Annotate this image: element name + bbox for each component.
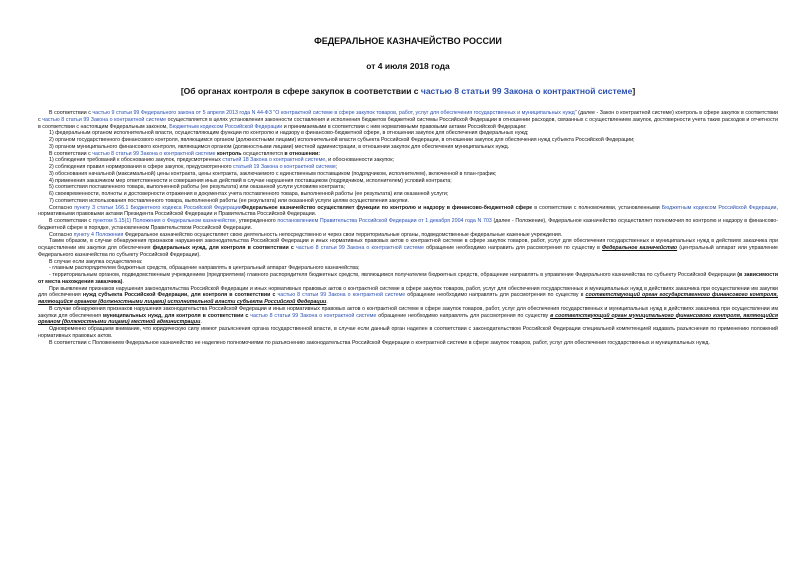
- list-item: 4) применения заказчиком мер ответственности и совершения иных действий в случае нарушения поставщиком (подрядчиком, исполнителем) условий контракта;: [49, 177, 452, 184]
- law-44fz-link[interactable]: частью 9 статьи 99 Федерального закона от 5 апреля 2013 года N 44-ФЗ "О контрактной системе в сфере закупок товаров, работ, услуг для обеспечения государственных и муниципальных нужд": [92, 110, 577, 116]
- paragraph-regional-needs: При выявлении признаков нарушения законодательства Российской Федерации и иных нормативных правовых актов о контрактной системе в сфере закупок товаров, работ, услуг для обеспечения государственных и муниципальных нужд в действиях заказчика при осуществлении им закупки для обеспечения нужд субъекта Российской Федерации, для контроля в соответствии с частью 8 статьи 99 Закона о контрактной системе обращение необходимо направлять для рассмотрения по существу в соответствующий орган государственного финансового контроля, являющийся органом (должностными лицами) исполнительной власти субъекта Российской Федерации.: [38, 285, 778, 305]
- list-item: 2) органом государственного финансового контроля, являющимся органом (должностными лицами) исполнительной власти субъекта Российской Федерации, в отношении закупок для обеспечения нужд субъекта Российской Федерации;: [49, 137, 635, 143]
- paragraph-no-authority: В соответствии с Положением Федеральное казначейство не наделено полномочиями по разъяснению законодательства Российской Федерации о контрактной системе в сфере закупок товаров, работ, услуг для обеспечения государственных и муниципальных нужд.: [49, 339, 710, 346]
- title-link[interactable]: частью 8 статьи 99 Закона о контрактной системе: [420, 86, 633, 96]
- paragraph-territorial: Согласно пункту 4 Положения Федеральное казначейство осуществляет свою деятельность непосредственно и через свои территориальные органы, подведомственные федеральные казенные учреждения.: [49, 231, 563, 238]
- government-decree-link[interactable]: постановлением Правительства Российской Федерации от 1 декабря 2004 года N 703: [277, 218, 492, 224]
- article-99-link[interactable]: частью 8 статьи 99 Закона о контрактной системе: [92, 150, 216, 157]
- list-item: 5) соответствия поставленного товара, выполненной работы (ее результата) или оказанной услуги условиям контракта;: [49, 184, 346, 191]
- article-99-link[interactable]: частью 8 статьи 99 Закона о контрактной системе: [250, 312, 377, 319]
- list-item: 2) соблюдения правил нормирования в сфере закупок, предусмотренного статьей 19 Закона о контрактной системе;: [49, 164, 338, 170]
- org-heading: ФЕДЕРАЛЬНОЕ КАЗНАЧЕЙСТВО РОССИИ: [314, 36, 502, 46]
- date-heading: от 4 июля 2018 года: [366, 61, 450, 71]
- budget-code-link[interactable]: Бюджетным кодексом Российской Федерации: [661, 204, 777, 211]
- paragraph-regulation: В соответствии с пунктом 5.15(1) Положения о Федеральном казначействе, утвержденного постановлением Правительства Российской Федерации от 1 декабря 2004 года N 703 (далее - Положение), Федеральное казначейство осуществляет полномочия по контролю и надзору в финансово-бюджетной сфере в порядке, установленном Правительством Российской Федерации.: [38, 218, 779, 231]
- article-99-link[interactable]: частью 8 статьи 99 Закона о контрактной системе: [42, 116, 167, 123]
- list-item: 1) соблюдения требований к обоснованию закупок, предусмотренных статьей 18 Закона о контрактной системе, и обоснованности закупок;: [49, 157, 395, 164]
- list-item: 7) соответствия использования поставленного товара, выполненной работы (ее результата) или оказанной услуги целям осуществления закупки.: [49, 197, 409, 204]
- document-title: [Об органах контроля в сфере закупок в соответствии с частью 8 статьи 99 Закона о контрактной системе]: [180, 86, 636, 96]
- article-18-link[interactable]: статьей 18 Закона о контрактной системе: [222, 157, 326, 164]
- article-99-link[interactable]: частью 8 статьи 99 Закона о контрактной системе: [277, 292, 406, 299]
- paragraph-legal-force: Одновременно обращаем внимание, что юридическую силу имеют разъяснения органа государственной власти, в случае если данный орган наделен в соответствии с законодательством Российской Федерации специальной компетенцией издавать разъяснения по применению положений нормативных правовых актов.: [38, 326, 778, 339]
- regulation-point-link[interactable]: пунктом 5.15(1) Положения о Федеральном казначействе: [92, 218, 236, 224]
- list-item: 1) федеральным органом исполнительной власти, осуществляющим функции по контролю и надзору в финансово-бюджетной сфере, в отношении закупок для обеспечения федеральных нужд;: [49, 130, 529, 137]
- budget-code-link[interactable]: Бюджетным кодексом Российской Федерации: [169, 123, 283, 130]
- article-166-link[interactable]: пункту 3 статьи 166.1 Бюджетного кодекса Российской Федерации: [74, 204, 242, 211]
- paragraph-federal-needs: Таким образом, в случае обнаружения признаков нарушения законодательства Российской Федерации и иных нормативных правовых актов о контрактной системе в сфере закупок товаров, работ, услуг для обеспечения государственных и муниципальных нужд в действиях заказчика при осуществлении им закупки для обеспечения федеральных нужд, для контроля в соответствии с частью 8 статьи 99 Закона о контрактной системе обращение необходимо направить для рассмотрения по существу в Федеральное казначейство (центральный аппарат или управление Федерального казначейства по субъекту Российской Федерации).: [38, 238, 778, 258]
- paragraph-purchase-case: В случае если закупка осуществлена:: [49, 258, 143, 265]
- list-item: 6) своевременности, полноты и достоверности отражения в документах учета поставленного товара, выполненной работы (ее результата) или оказанной услуги;: [49, 191, 449, 197]
- article-99-link[interactable]: частью 8 статьи 99 Закона о контрактной системе: [296, 245, 425, 251]
- paragraph-municipal-needs: В случае обнаружения признаков нарушения законодательства Российской Федерации и иных нормативных правовых актов о контрактной системе в сфере закупок товаров, работ, услуг для обеспечения государственных и муниципальных нужд в действиях заказчика при осуществлении им закупки для обеспечения муниципальных нужд, для контроля в соответствии с частью 8 статьи 99 Закона о контрактной системе обращение необходимо направлять для рассмотрения по существу в соответствующий орган муниципального финансового контроля, являющийся органом (должностными лицами) местной администрации.: [38, 305, 779, 326]
- paragraph-main-manager: - главным распорядителем бюджетных средств, обращение направлять в центральный аппарат Федерального казначейства;: [49, 265, 360, 272]
- paragraph-budget-code: Согласно пункту 3 статьи 166.1 Бюджетного кодекса Российской ФедерацииФедеральное казначейство осуществляет функции по контролю и надзору в финансово-бюджетной сфере в соответствии с полномочиями, установленными Бюджетным кодексом Российской Федерации, нормативными правовыми актами Президента Российской Федерации и Правительства Российской Федерации.: [38, 204, 778, 218]
- regulation-point-4-link[interactable]: пункту 4 Положения: [73, 231, 124, 238]
- paragraph-control-scope: В соответствии с частью 8 статьи 99 Закона о контрактной системе контроль осуществляется в отношении:: [49, 150, 321, 157]
- document-page: [38, 14, 778, 346]
- paragraph-territorial-body: - территориальным органом, подведомственным учреждением (предприятием) главного распорядителя бюджетных средств, являющимся получателем бюджетных средств, обращение направлять в управление Федерального казначейства по субъекту Российской Федерации (в зависимости от места нахождения заказчика).: [38, 272, 778, 285]
- list-item: 3) органом муниципального финансового контроля, являющимся органом (должностными лицами) местной администрации, в отношении закупок для обеспечения муниципальных нужд.: [49, 143, 510, 150]
- paragraph-intro: В соответствии с частью 9 статьи 99 Федерального закона от 5 апреля 2013 года N 44-ФЗ "О контрактной системе в сфере закупок товаров, работ, услуг для обеспечения государственных и муниципальных нужд" (далее - Закон о контрактной системе) контроль в сфере закупок в соответствии с частью 8 статьи 99 Закона о контрактной системе осуществляется в целях установления законности составления и исполнения бюджетов бюджетной системы Российской Федерации в отношении расходов, связанных с осуществлением закупок, достоверности учета таких расходов и отчетности в соответствии с настоящим Федеральным законом, Бюджетным кодексом Российской Федерации и принимаемыми в соответствии с ним нормативными правовыми актами Российской Федерации:: [38, 110, 778, 130]
- article-19-link[interactable]: статьей 19 Закона о контрактной системе: [233, 164, 336, 170]
- list-item: 3) обоснования начальной (максимальной) цены контракта, цены контракта, заключаемого с единственным поставщиком (подрядчиком, исполнителем), включенной в план-график;: [49, 170, 497, 177]
